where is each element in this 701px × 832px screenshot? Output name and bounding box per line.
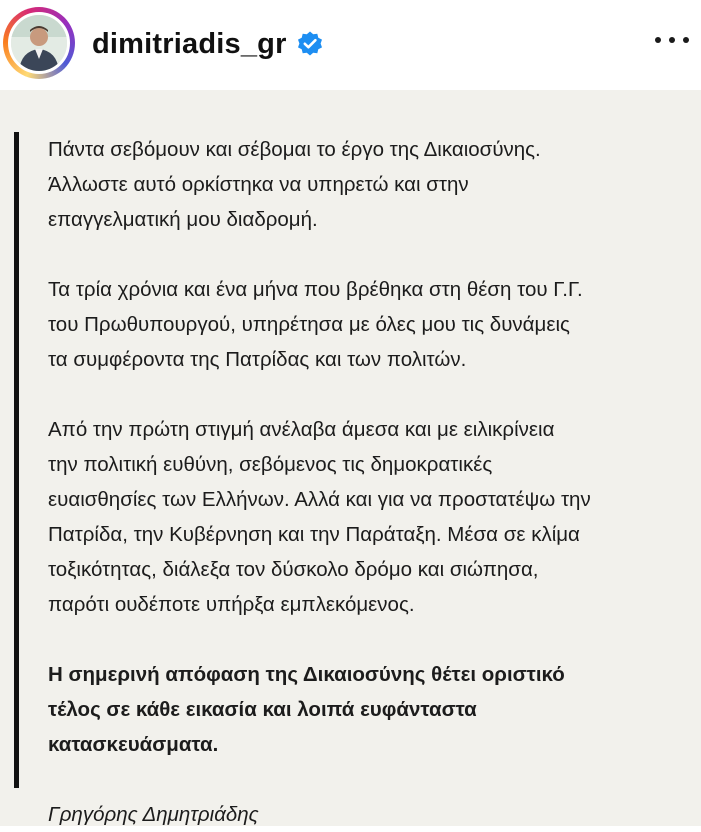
text-line: τοξικότητας, διάλεξα τον δύσκολο δρόμο και σιώπησα, <box>48 558 539 581</box>
text-line: παρότι ουδέποτε υπήρξα εμπλεκόμενος. <box>48 593 415 616</box>
username-link[interactable]: dimitriadis_gr <box>92 27 287 60</box>
more-options-icon[interactable] <box>655 30 689 50</box>
text-line: την πολιτική ευθύνη, σεβόμενος τις δημοκρατικές <box>48 453 493 476</box>
avatar[interactable] <box>8 12 70 74</box>
post-header <box>0 0 701 90</box>
more-dot <box>683 37 689 43</box>
text-line: κατασκευάσματα. <box>48 733 219 756</box>
story-ring[interactable] <box>3 7 75 79</box>
text-line: τα συμφέροντα της Πατρίδας και των πολιτών. <box>48 348 467 371</box>
text-line: Η σημερινή απόφαση της Δικαιοσύνης θέτει οριστικό <box>48 663 565 686</box>
text-line: του Πρωθυπουργού, υπηρέτησα με όλες μου τις δυνάμεις <box>48 313 570 336</box>
more-dot <box>655 37 661 43</box>
more-dot <box>669 37 675 43</box>
text-line: τέλος σε κάθε εικασία και λοιπά ευφάνταστα <box>48 698 477 721</box>
paragraph-4-bold <box>48 657 688 762</box>
paragraph-3 <box>48 412 688 622</box>
verified-badge-icon <box>296 30 324 58</box>
paragraph-1 <box>48 132 688 237</box>
text-line: Πατρίδα, την Κυβέρνηση και την Παράταξη. Μέσα σε κλίμα <box>48 523 580 546</box>
quote-bar <box>14 132 19 788</box>
paragraph-2 <box>48 272 688 377</box>
post-image <box>0 90 701 826</box>
text-line: Πάντα σεβόμουν και σέβομαι το έργο της Δικαιοσύνης. <box>48 138 541 161</box>
statement-text <box>48 132 688 832</box>
avatar-photo <box>11 15 67 71</box>
signature: Γρηγόρης Δημητριάδης <box>48 803 259 826</box>
username-row <box>92 24 324 64</box>
text-line: Άλλωστε αυτό ορκίστηκα να υπηρετώ και στην <box>48 173 469 196</box>
text-line: Τα τρία χρόνια και ένα μήνα που βρέθηκα στη θέση του Γ.Γ. <box>48 278 583 301</box>
text-line: Από την πρώτη στιγμή ανέλαβα άμεσα και με ειλικρίνεια <box>48 418 555 441</box>
text-line: επαγγελματική μου διαδρομή. <box>48 208 318 231</box>
text-line: ευαισθησίες των Ελλήνων. Αλλά και για να προστατέψω την <box>48 488 591 511</box>
